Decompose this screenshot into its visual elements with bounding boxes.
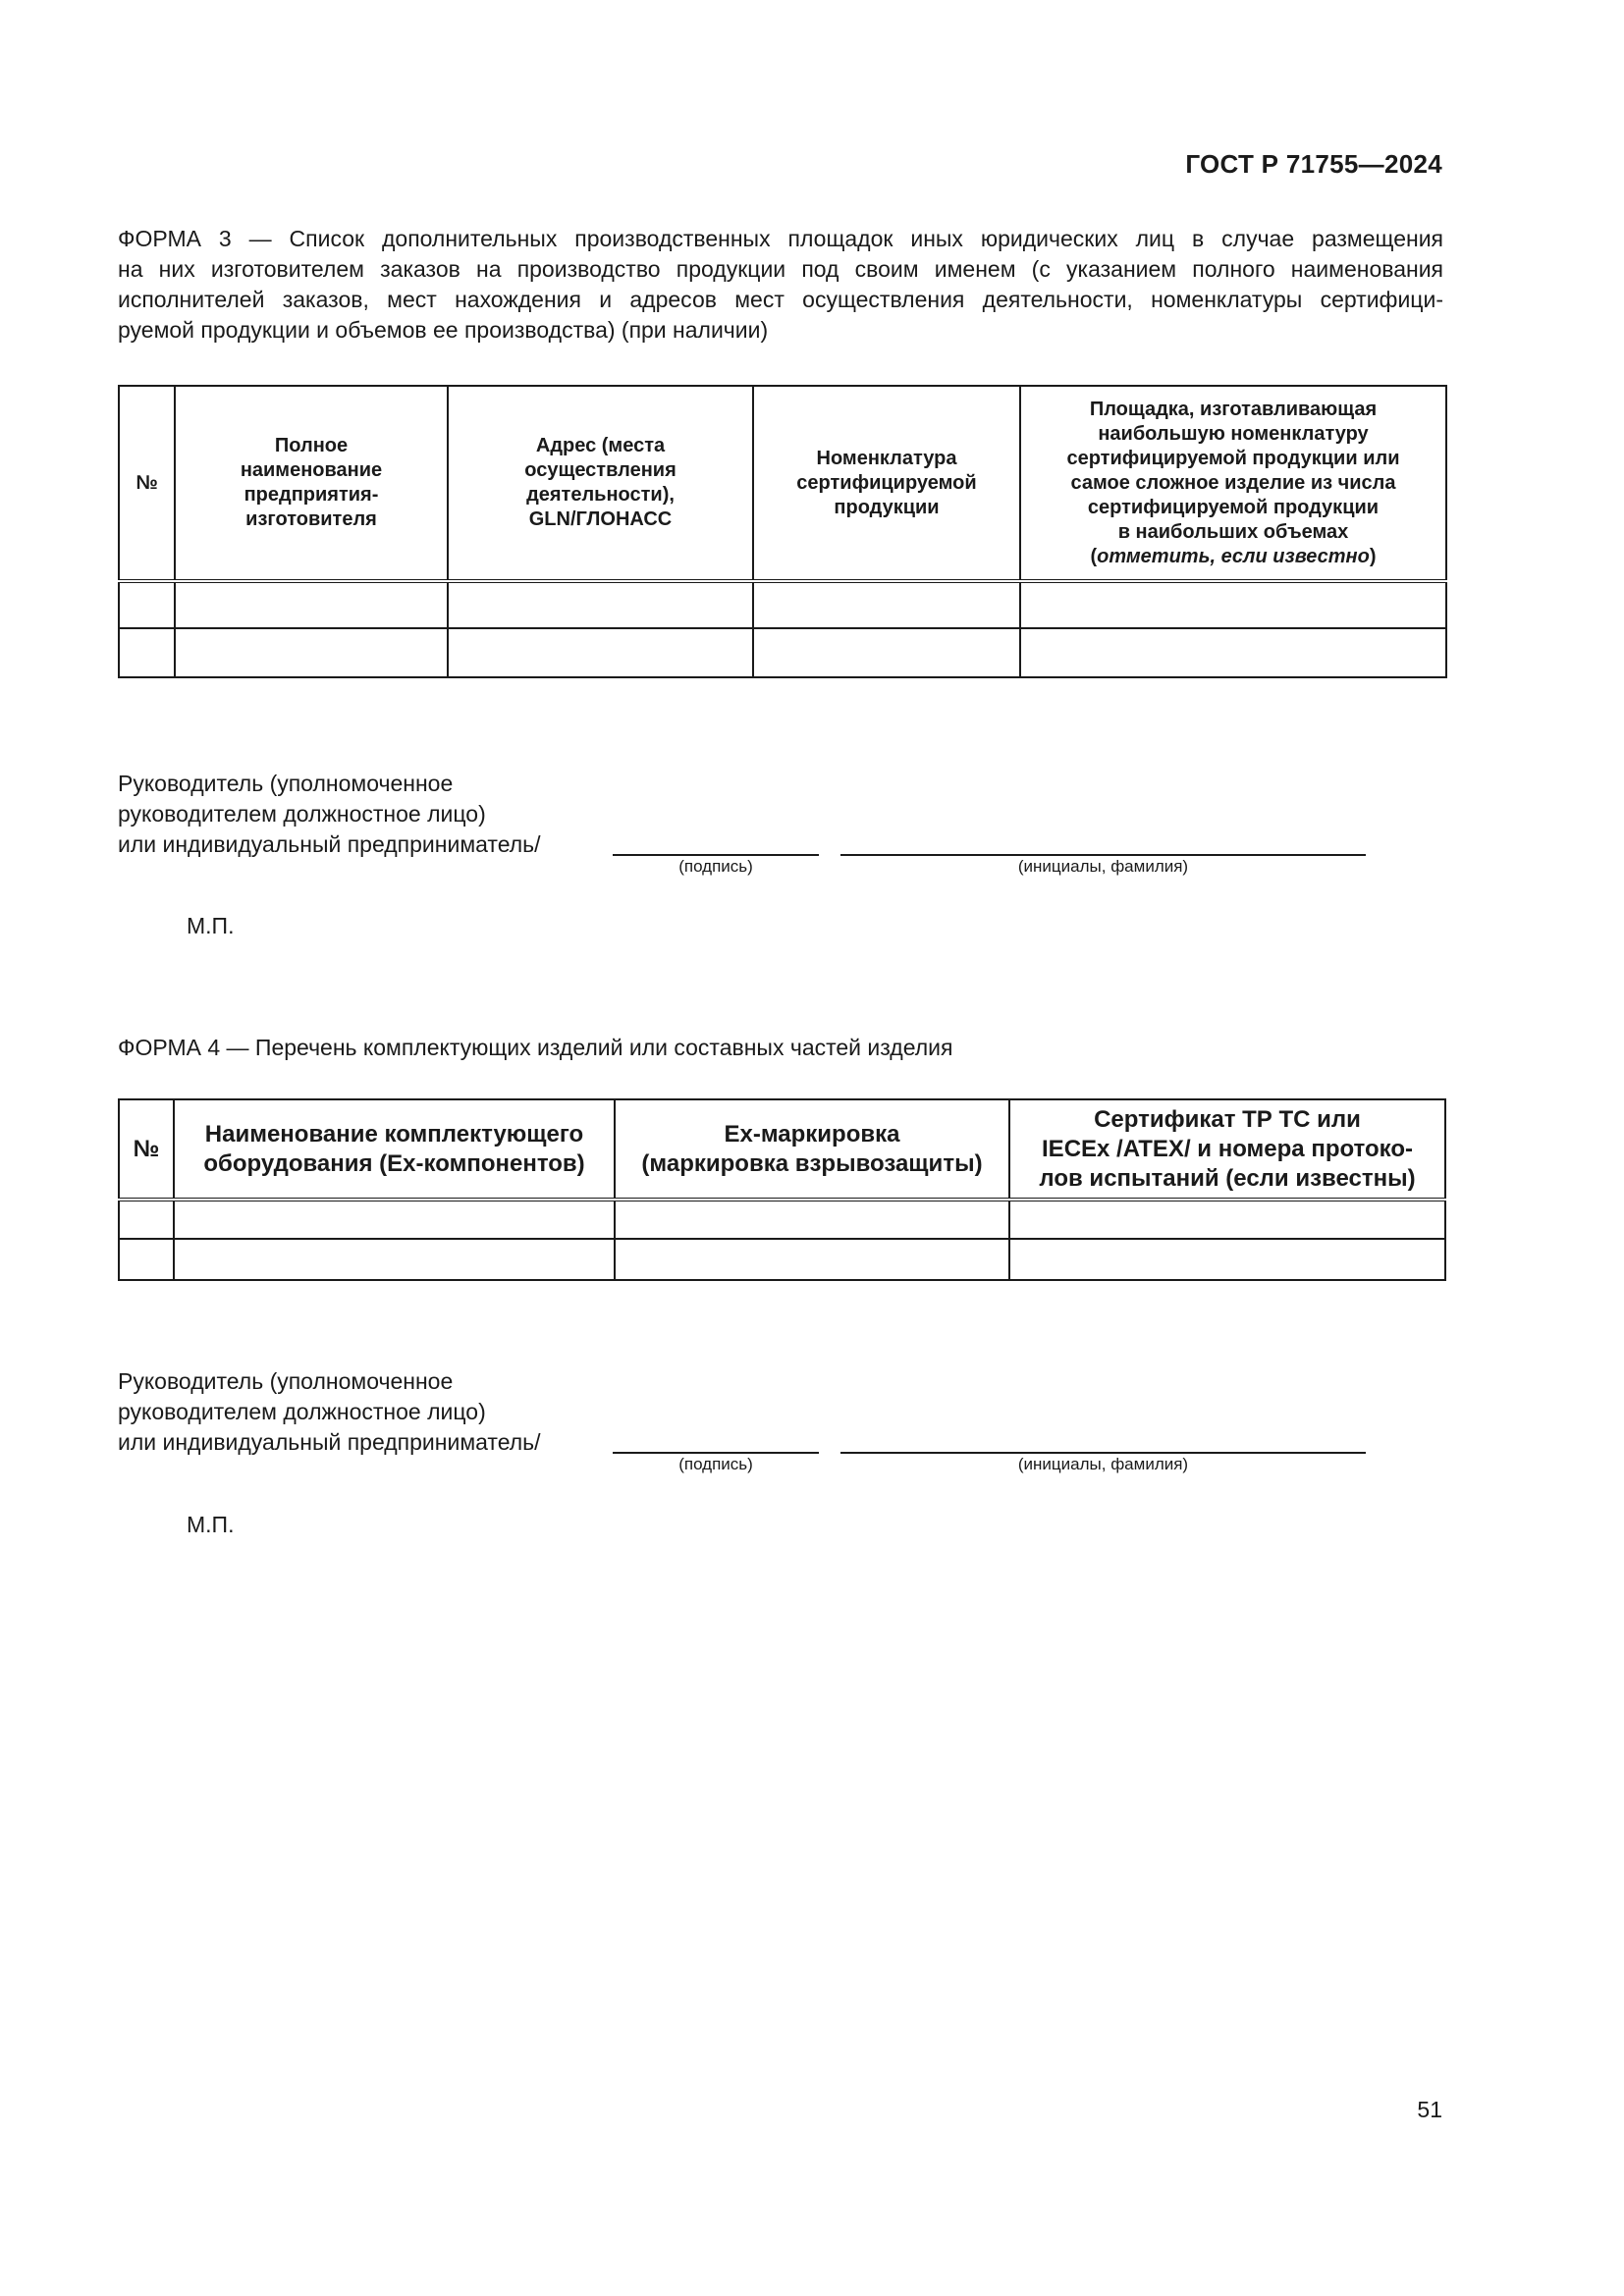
table-cell[interactable] xyxy=(174,1239,615,1280)
name-line[interactable] xyxy=(840,854,1366,856)
document-code: ГОСТ Р 71755—2024 xyxy=(1185,149,1442,179)
form3-col-manufacturer-name xyxy=(175,386,448,581)
name-caption: (инициалы, фамилия) xyxy=(1017,1455,1189,1473)
signature-label-line: или индивидуальный предприниматель/ xyxy=(118,1429,541,1455)
name-line[interactable] xyxy=(840,1452,1366,1454)
table-cell[interactable] xyxy=(119,628,175,677)
header-line: предприятия- xyxy=(244,484,379,506)
table-cell[interactable] xyxy=(119,1200,174,1239)
form3-title-line: исполнителей заказов, мест нахождения и адресов мест осуществления деятельности, номенклатуры сертифици- xyxy=(118,287,1443,312)
header-line: Номенклатура xyxy=(816,447,957,469)
form3-title-line: руемой продукции и объемов ее производства) (при наличии) xyxy=(118,317,769,343)
signature-line[interactable] xyxy=(613,1452,819,1454)
form3-col-number: № xyxy=(119,386,175,581)
header-line: сертифицируемой xyxy=(796,471,977,494)
page-number: 51 xyxy=(1417,2097,1442,2122)
signature-label xyxy=(118,769,541,860)
header-note-close: ) xyxy=(1369,545,1377,567)
form3-col-address xyxy=(448,386,753,581)
header-line: Сертификат ТР ТС или xyxy=(1094,1105,1361,1133)
table-row xyxy=(119,1239,1445,1280)
table-cell[interactable] xyxy=(175,628,448,677)
table-cell[interactable] xyxy=(753,628,1020,677)
stamp-place: М.П. xyxy=(187,1512,235,1537)
form4-col-number: № xyxy=(119,1099,174,1200)
header-line: Наименование комплектующего xyxy=(204,1120,584,1148)
table-cell[interactable] xyxy=(615,1200,1009,1239)
table-cell[interactable] xyxy=(448,581,753,628)
name-caption: (инициалы, фамилия) xyxy=(1017,857,1189,876)
header-line: Ex-маркировка xyxy=(724,1120,900,1148)
form3-title xyxy=(118,224,1443,346)
header-line: осуществления xyxy=(524,459,677,481)
signature-label-line: руководителем должностное лицо) xyxy=(118,801,486,827)
header-line: наименование xyxy=(240,459,383,481)
header-line xyxy=(1029,545,1437,569)
header-line: Полное xyxy=(274,435,349,456)
header-line: самое сложное изделие из числа xyxy=(1070,471,1396,494)
form4-col-certificate xyxy=(1009,1099,1445,1200)
form3-title-line: ФОРМА 3 — Список дополнительных производственных площадок иных юридических лиц в случае размещения xyxy=(118,226,1443,251)
header-line: наибольшую номенклатуру xyxy=(1098,422,1369,445)
signature-label-line: Руководитель (уполномоченное xyxy=(118,1368,454,1394)
table-cell[interactable] xyxy=(753,581,1020,628)
header-line: изготовителя xyxy=(245,508,377,530)
header-line: продукции xyxy=(834,496,940,518)
signature-label xyxy=(118,1366,541,1458)
signature-label-line: Руководитель (уполномоченное xyxy=(118,771,454,796)
table-cell[interactable] xyxy=(1009,1239,1445,1280)
header-line: деятельности), xyxy=(526,484,675,506)
table-cell[interactable] xyxy=(1020,628,1446,677)
form3-table xyxy=(118,385,1447,678)
form4-col-component-name xyxy=(174,1099,615,1200)
header-line: лов испытаний (если известны) xyxy=(1039,1164,1416,1192)
form4-col-ex-marking xyxy=(615,1099,1009,1200)
table-cell[interactable] xyxy=(174,1200,615,1239)
form3-header-row xyxy=(119,386,1446,581)
table-cell[interactable] xyxy=(448,628,753,677)
header-line: Адрес (места xyxy=(535,435,666,456)
signature-label-line: или индивидуальный предприниматель/ xyxy=(118,831,541,857)
form4-table xyxy=(118,1098,1446,1281)
signature-label-line: руководителем должностное лицо) xyxy=(118,1399,486,1424)
table-row xyxy=(119,581,1446,628)
signature-caption: (подпись) xyxy=(678,1455,753,1473)
header-line: IECEx /ATEX/ и номера протоко- xyxy=(1042,1135,1413,1162)
form3-col-production-site xyxy=(1020,386,1446,581)
table-cell[interactable] xyxy=(1009,1200,1445,1239)
header-line: Площадка, изготавливающая xyxy=(1089,398,1378,420)
signature-caption: (подпись) xyxy=(678,857,753,876)
header-line: оборудования (Ex-компонентов) xyxy=(203,1149,585,1177)
table-cell[interactable] xyxy=(175,581,448,628)
signature-line[interactable] xyxy=(613,854,819,856)
form4-header-row xyxy=(119,1099,1445,1200)
table-row xyxy=(119,628,1446,677)
header-line: (маркировка взрывозащиты) xyxy=(641,1149,983,1177)
form4-title-line: ФОРМА 4 — Перечень комплектующих изделий или составных частей изделия xyxy=(118,1035,953,1060)
header-note-open: ( xyxy=(1090,545,1098,567)
table-cell[interactable] xyxy=(119,581,175,628)
form4-title xyxy=(118,1033,1443,1063)
table-cell[interactable] xyxy=(615,1239,1009,1280)
header-line: сертифицируемой продукции или xyxy=(1066,447,1400,469)
table-cell[interactable] xyxy=(119,1239,174,1280)
header-line: GLN/ГЛОНАСС xyxy=(528,508,673,530)
header-note-italic: отметить, если известно xyxy=(1097,545,1370,567)
form3-col-nomenclature xyxy=(753,386,1020,581)
table-row xyxy=(119,1200,1445,1239)
header-line: в наибольших объемах xyxy=(1117,520,1349,543)
form3-title-line: на них изготовителем заказов на производство продукции под своим именем (с указанием полного наименования xyxy=(118,256,1443,282)
table-cell[interactable] xyxy=(1020,581,1446,628)
stamp-place: М.П. xyxy=(187,913,235,938)
header-line: сертифицируемой продукции xyxy=(1087,496,1380,518)
